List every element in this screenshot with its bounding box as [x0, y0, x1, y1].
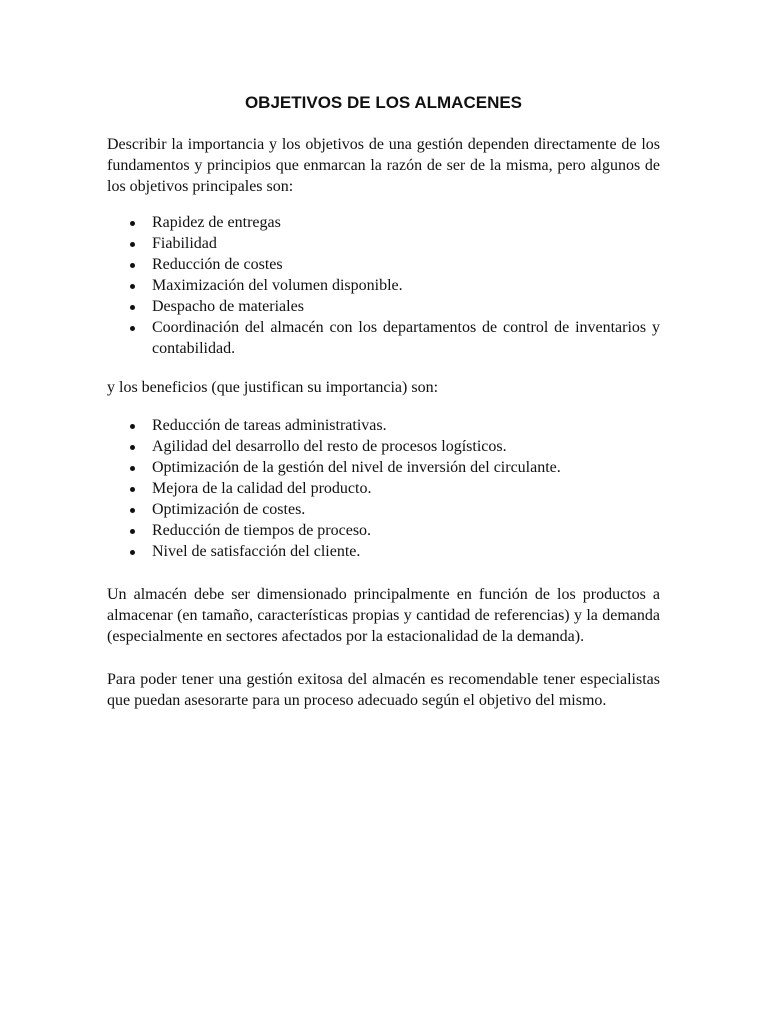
objectives-list — [107, 212, 660, 359]
list-item: Optimización de la gestión del nivel de inversión del circulante. — [107, 457, 660, 478]
list-item: Reducción de costes — [107, 254, 660, 275]
list-item: Agilidad del desarrollo del resto de procesos logísticos. — [107, 436, 660, 457]
list-item: Coordinación del almacén con los departamentos de control de inventarios y contabilidad. — [107, 317, 660, 359]
sizing-paragraph: Un almacén debe ser dimensionado principalmente en función de los productos a almacenar (en tamaño, características propias y cantidad de referencias) y la demanda (especialmente en sectores afectados por la estacionalidad de la demanda). — [107, 586, 660, 645]
list-item: Maximización del volumen disponible. — [107, 275, 660, 296]
intro-paragraph: Describir la importancia y los objetivos de una gestión dependen directamente de los fundamentos y principios que enmarcan la razón de ser de la misma, pero algunos de los objetivos principales son: — [107, 136, 660, 195]
list-item: Nivel de satisfacción del cliente. — [107, 541, 660, 562]
list-item: Reducción de tiempos de proceso. — [107, 520, 660, 541]
list-item: Mejora de la calidad del producto. — [107, 478, 660, 499]
document-page — [107, 92, 660, 711]
benefits-intro-paragraph: y los beneficios (que justifican su importancia) son: — [107, 379, 439, 396]
list-item: Rapidez de entregas — [107, 212, 660, 233]
benefits-list — [107, 415, 660, 562]
specialists-paragraph: Para poder tener una gestión exitosa del almacén es recomendable tener especialistas que puedan asesorarte para un proceso adecuado según el objetivo del mismo. — [107, 671, 660, 709]
list-item: Optimización de costes. — [107, 499, 660, 520]
document-title: OBJETIVOS DE LOS ALMACENES — [244, 93, 523, 112]
list-item: Reducción de tareas administrativas. — [107, 415, 660, 436]
list-item: Fiabilidad — [107, 233, 660, 254]
list-item: Despacho de materiales — [107, 296, 660, 317]
